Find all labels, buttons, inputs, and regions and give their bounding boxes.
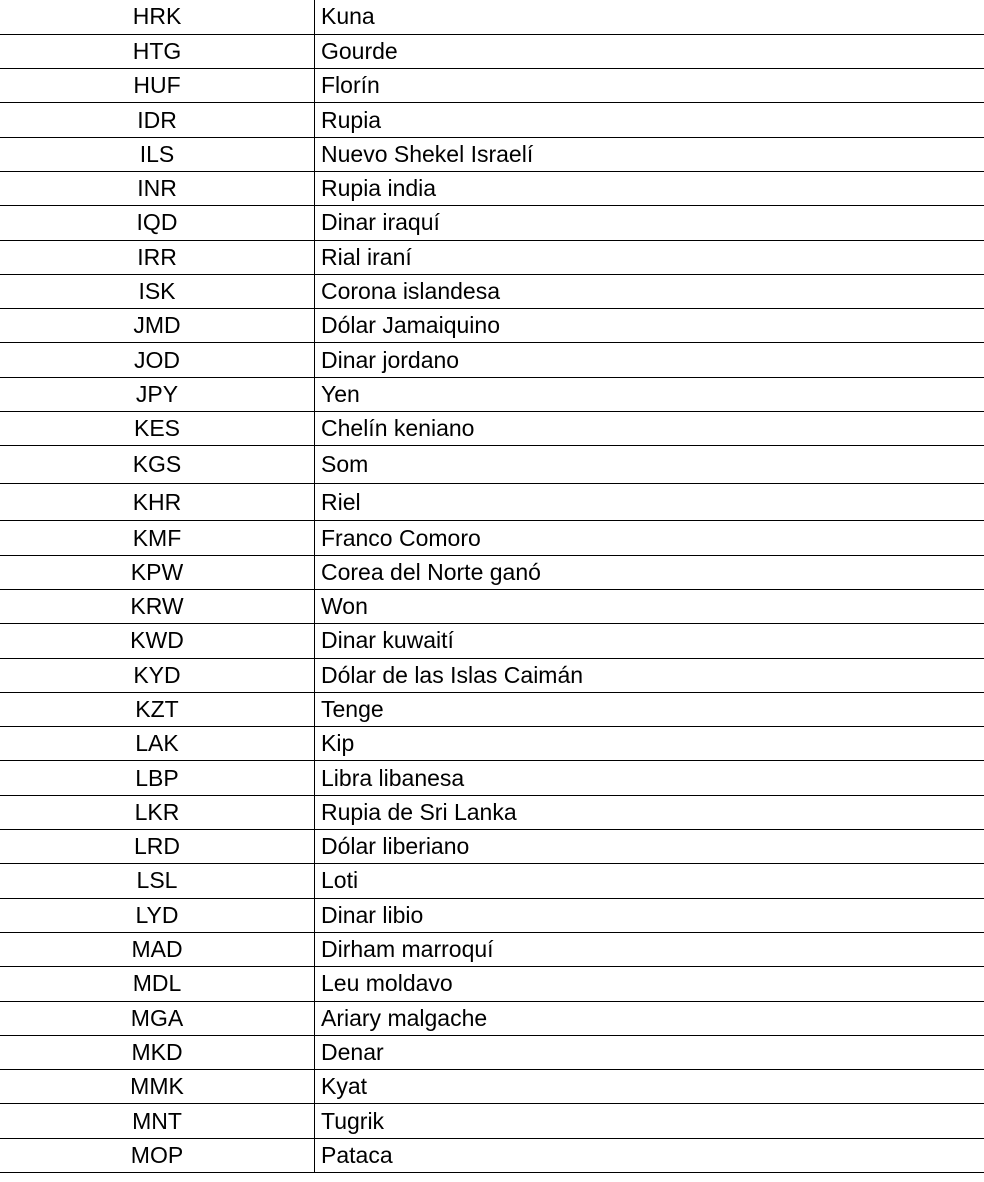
currency-code-cell: KPW xyxy=(0,555,315,589)
table-row xyxy=(0,898,984,932)
table-row xyxy=(0,864,984,898)
currency-code-cell: KHR xyxy=(0,483,315,521)
currency-code-cell: KGS xyxy=(0,446,315,484)
table-row xyxy=(0,412,984,446)
currency-code-cell: MKD xyxy=(0,1035,315,1069)
currency-code-cell: MOP xyxy=(0,1138,315,1172)
table-row xyxy=(0,1035,984,1069)
currency-name-cell: Rupia de Sri Lanka xyxy=(315,795,984,829)
currency-name-cell: Dinar kuwaití xyxy=(315,624,984,658)
currency-name-cell: Pataca xyxy=(315,1138,984,1172)
table-row xyxy=(0,137,984,171)
currency-name-cell: Loti xyxy=(315,864,984,898)
table-row xyxy=(0,932,984,966)
currency-code-cell: IDR xyxy=(0,103,315,137)
currency-name-cell: Leu moldavo xyxy=(315,967,984,1001)
table-row xyxy=(0,830,984,864)
currency-name-cell: Gourde xyxy=(315,34,984,68)
currency-code-cell: LRD xyxy=(0,830,315,864)
currency-name-cell: Rupia xyxy=(315,103,984,137)
currency-name-cell: Dinar libio xyxy=(315,898,984,932)
currency-code-cell: IQD xyxy=(0,206,315,240)
currency-code-cell: KWD xyxy=(0,624,315,658)
currency-code-cell: IRR xyxy=(0,240,315,274)
currency-code-cell: LYD xyxy=(0,898,315,932)
table-row xyxy=(0,1138,984,1172)
currency-code-cell: JOD xyxy=(0,343,315,377)
currency-code-cell: KES xyxy=(0,412,315,446)
currency-name-cell: Denar xyxy=(315,1035,984,1069)
currency-code-cell: MDL xyxy=(0,967,315,1001)
currency-code-cell: INR xyxy=(0,171,315,205)
table-row xyxy=(0,624,984,658)
currency-name-cell: Som xyxy=(315,446,984,484)
currency-name-cell: Florín xyxy=(315,69,984,103)
currency-name-cell: Rial iraní xyxy=(315,240,984,274)
table-row xyxy=(0,0,984,34)
currency-name-cell: Dólar liberiano xyxy=(315,830,984,864)
table-row xyxy=(0,206,984,240)
table-row xyxy=(0,521,984,555)
currency-code-cell: LBP xyxy=(0,761,315,795)
currency-name-cell: Dinar jordano xyxy=(315,343,984,377)
currency-code-cell: LSL xyxy=(0,864,315,898)
table-row xyxy=(0,446,984,484)
currency-name-cell: Corea del Norte ganó xyxy=(315,555,984,589)
table-row xyxy=(0,69,984,103)
currency-code-cell: JMD xyxy=(0,309,315,343)
table-row xyxy=(0,1070,984,1104)
currency-name-cell: Tenge xyxy=(315,692,984,726)
table-row xyxy=(0,1001,984,1035)
table-row xyxy=(0,967,984,1001)
currency-name-cell: Rupia india xyxy=(315,171,984,205)
currency-code-cell: HUF xyxy=(0,69,315,103)
currency-code-cell: HRK xyxy=(0,0,315,34)
currency-name-cell: Riel xyxy=(315,483,984,521)
table-row xyxy=(0,795,984,829)
currency-name-cell: Won xyxy=(315,589,984,623)
currency-name-cell: Tugrik xyxy=(315,1104,984,1138)
currency-code-cell: MAD xyxy=(0,932,315,966)
currency-name-cell: Nuevo Shekel Israelí xyxy=(315,137,984,171)
currency-name-cell: Kip xyxy=(315,727,984,761)
currency-name-cell: Libra libanesa xyxy=(315,761,984,795)
currency-code-cell: KMF xyxy=(0,521,315,555)
table-row xyxy=(0,274,984,308)
currency-name-cell: Corona islandesa xyxy=(315,274,984,308)
currency-code-cell: LAK xyxy=(0,727,315,761)
currency-code-cell: MMK xyxy=(0,1070,315,1104)
table-row xyxy=(0,240,984,274)
table-row xyxy=(0,555,984,589)
currency-name-cell: Ariary malgache xyxy=(315,1001,984,1035)
currency-code-cell: KYD xyxy=(0,658,315,692)
currency-code-cell: LKR xyxy=(0,795,315,829)
currency-name-cell: Dólar Jamaiquino xyxy=(315,309,984,343)
currency-name-cell: Kyat xyxy=(315,1070,984,1104)
table-row xyxy=(0,692,984,726)
table-row xyxy=(0,658,984,692)
table-row xyxy=(0,483,984,521)
currency-code-cell: HTG xyxy=(0,34,315,68)
table-row xyxy=(0,171,984,205)
table-row xyxy=(0,103,984,137)
table-row xyxy=(0,727,984,761)
currency-name-cell: Dirham marroquí xyxy=(315,932,984,966)
currency-code-cell: MGA xyxy=(0,1001,315,1035)
table-row xyxy=(0,1104,984,1138)
table-row xyxy=(0,34,984,68)
currency-name-cell: Franco Comoro xyxy=(315,521,984,555)
currency-name-cell: Dólar de las Islas Caimán xyxy=(315,658,984,692)
currency-code-cell: ILS xyxy=(0,137,315,171)
currency-code-cell: MNT xyxy=(0,1104,315,1138)
table-row xyxy=(0,309,984,343)
table-row xyxy=(0,761,984,795)
currency-code-cell: KZT xyxy=(0,692,315,726)
currency-code-cell: KRW xyxy=(0,589,315,623)
currency-name-cell: Kuna xyxy=(315,0,984,34)
currency-code-cell: ISK xyxy=(0,274,315,308)
currency-code-cell: JPY xyxy=(0,377,315,411)
currency-name-cell: Dinar iraquí xyxy=(315,206,984,240)
table-row xyxy=(0,589,984,623)
table-row xyxy=(0,343,984,377)
currency-name-cell: Chelín keniano xyxy=(315,412,984,446)
currency-name-cell: Yen xyxy=(315,377,984,411)
table-row xyxy=(0,377,984,411)
